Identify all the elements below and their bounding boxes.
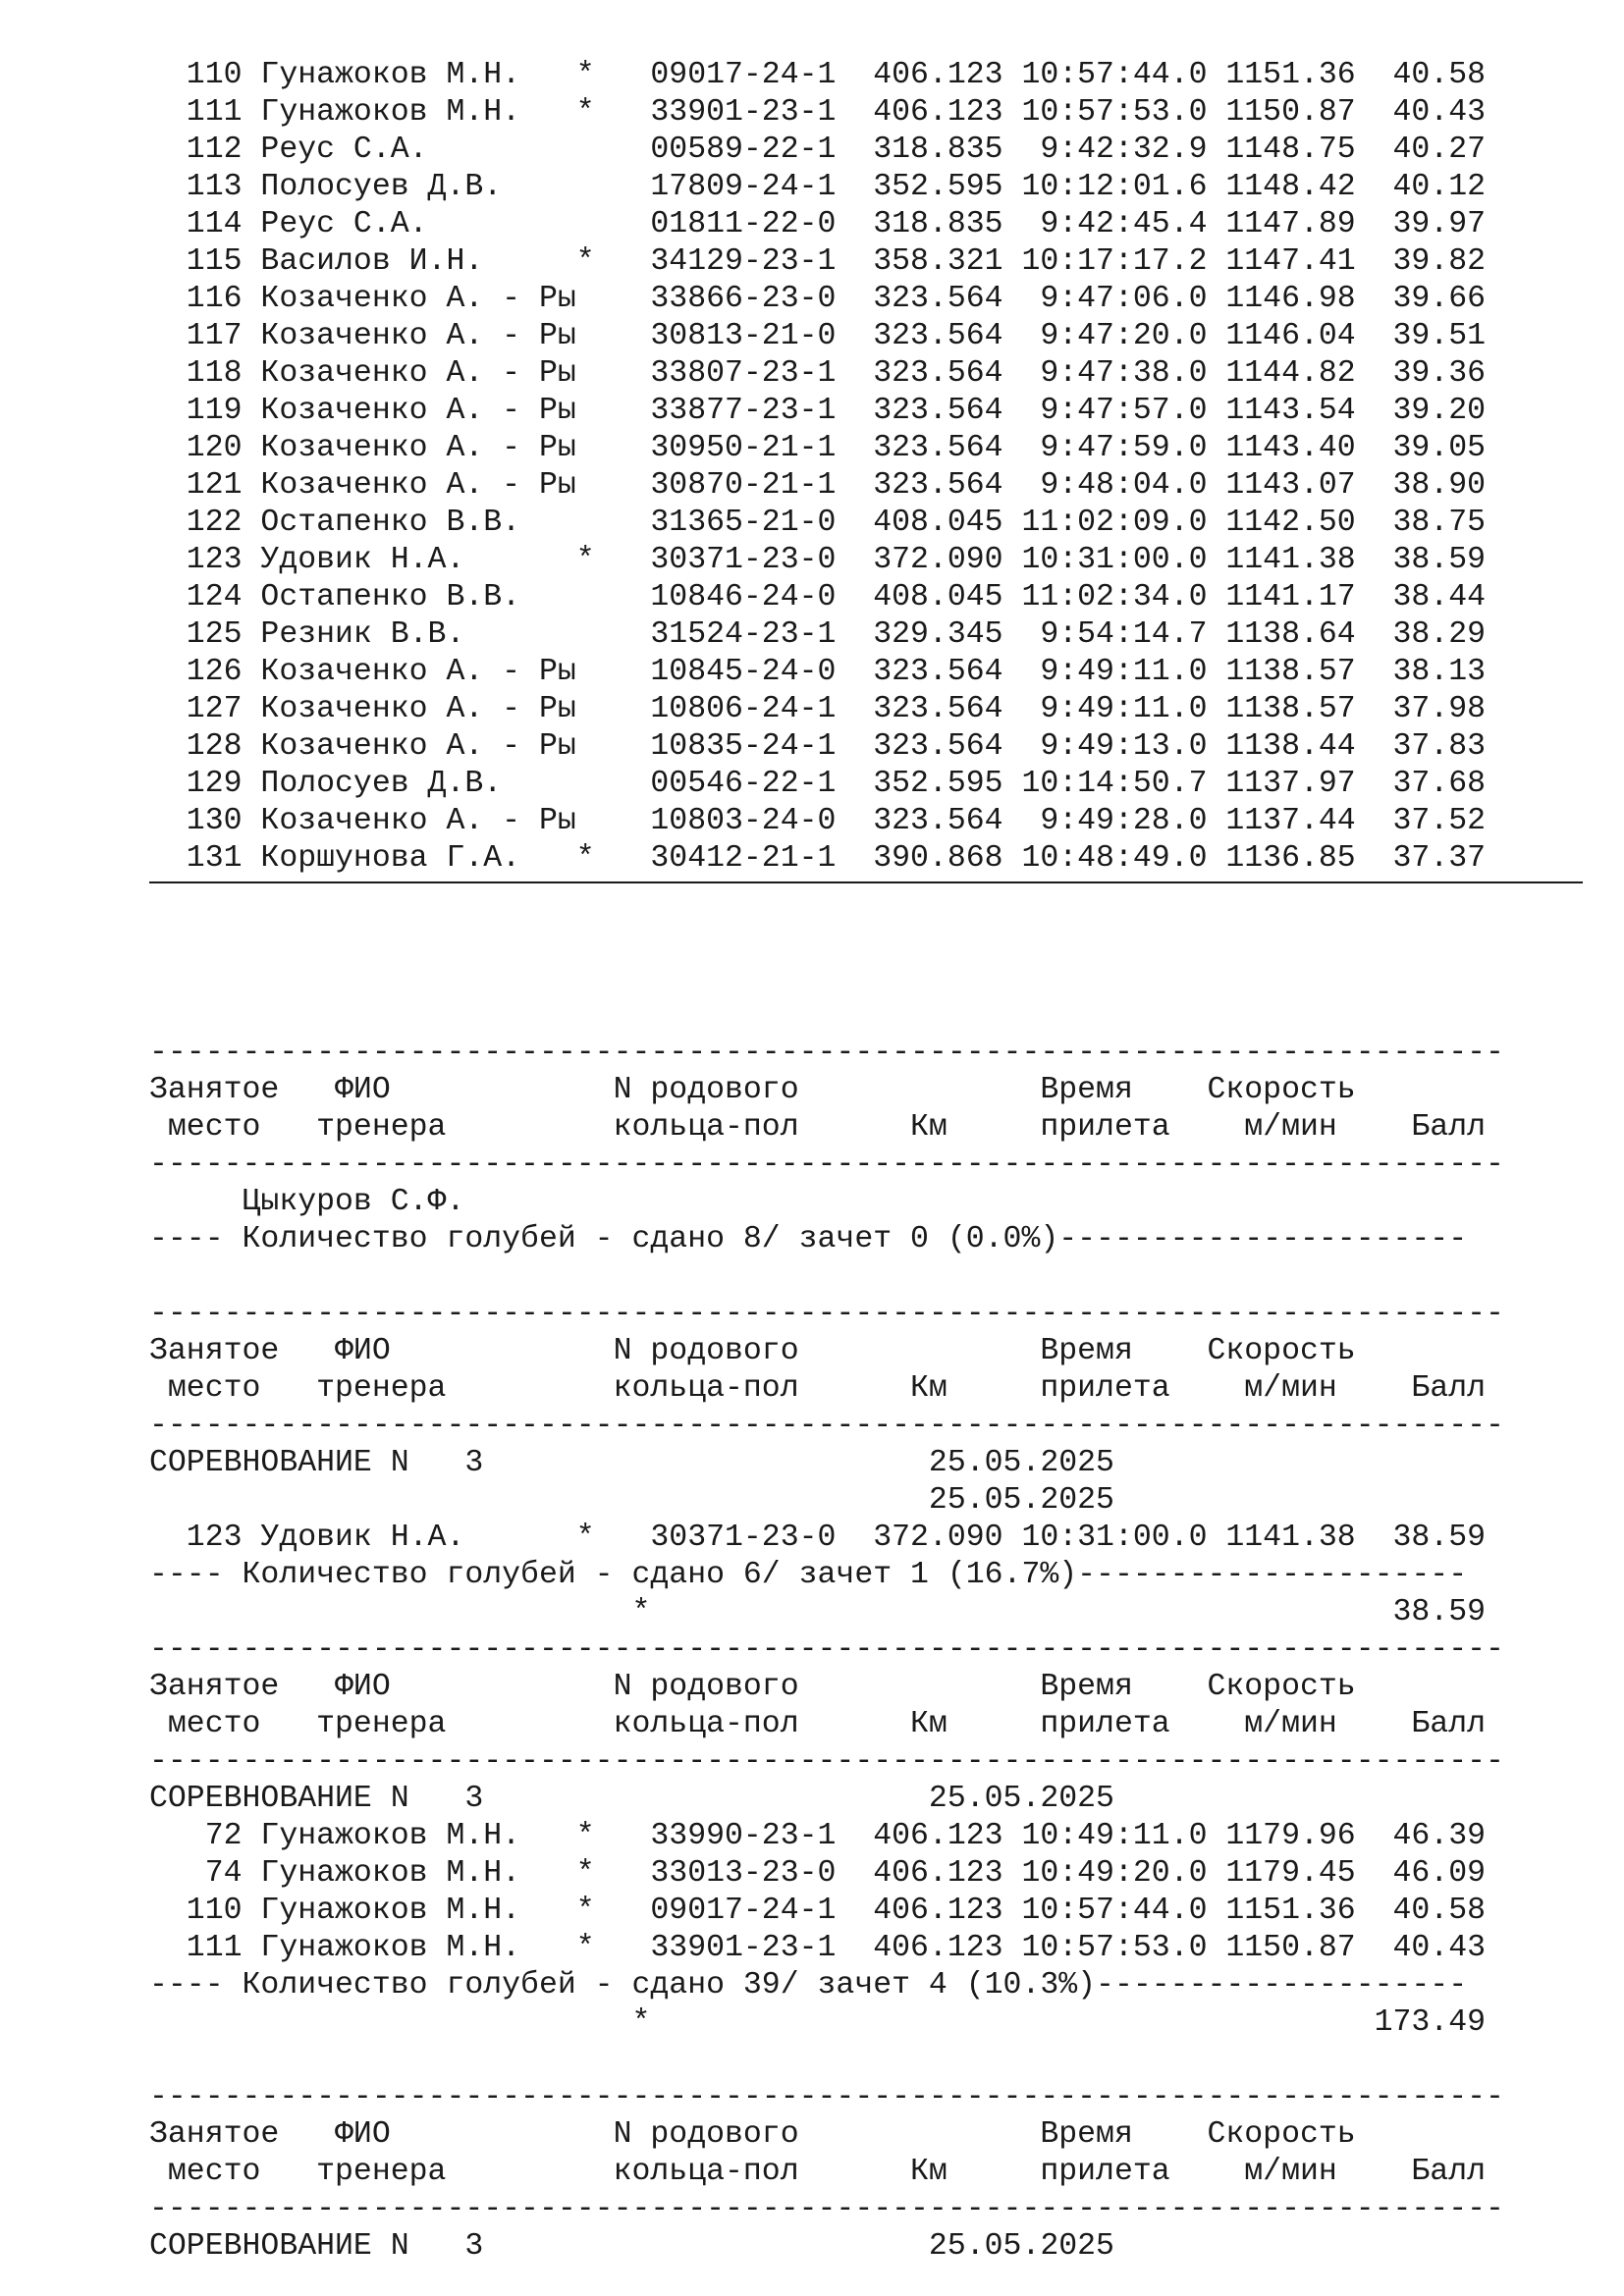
- points-total: * 173.49: [149, 2005, 1487, 2040]
- pigeon-count-summary: ---- Количество голубей - сдано 8/ зачет 0 (0.0%)----------------------: [149, 1222, 1468, 1256]
- table-row: 130 Козаченко А. - Ры 10803-24-0 323.564 9:49:28.0 1137.44 37.52: [149, 804, 1487, 838]
- table-row: 110 Гунажоков М.Н. * 09017-24-1 406.123 10:57:44.0 1151.36 40.58: [149, 58, 1487, 92]
- table-row: 114 Реус С.А. 01811-22-0 318.835 9:42:45.4 1147.89 39.97: [149, 207, 1487, 241]
- table-row: 111 Гунажоков М.Н. * 33901-23-1 406.123 10:57:53.0 1150.87 40.43: [149, 95, 1487, 130]
- table-row: 72 Гунажоков М.Н. * 33990-23-1 406.123 10:49:11.0 1179.96 46.39: [149, 1819, 1487, 1853]
- competition-title: СОРЕВНОВАНИЕ N 3 25.05.2025: [149, 1446, 1114, 1480]
- table-row: 129 Полосуев Д.В. 00546-22-1 352.595 10:14:50.7 1137.97 37.68: [149, 767, 1487, 801]
- table-row: 131 Коршунова Г.А. * 30412-21-1 390.868 10:48:49.0 1136.85 37.37: [149, 841, 1487, 876]
- table-row: 117 Козаченко А. - Ры 30813-21-0 323.564 9:47:20.0 1146.04 39.51: [149, 319, 1487, 353]
- dash-separator: -------------------------------------------------------------------------: [149, 1297, 1504, 1331]
- column-header-line-2: место тренера кольца-пол Км прилета м/мин Балл: [149, 1371, 1487, 1406]
- column-header-line-2: место тренера кольца-пол Км прилета м/мин Балл: [149, 2155, 1487, 2189]
- table-row: 128 Козаченко А. - Ры 10835-24-1 323.564 9:49:13.0 1138.44 37.83: [149, 729, 1487, 764]
- dash-separator: -------------------------------------------------------------------------: [149, 1036, 1504, 1070]
- column-header-line-2: место тренера кольца-пол Км прилета м/мин Балл: [149, 1707, 1487, 1741]
- competition-title: СОРЕВНОВАНИЕ N 3 25.05.2025: [149, 1782, 1114, 1816]
- trainer-name: Цыкуров С.Ф.: [149, 1185, 465, 1219]
- competition-title: СОРЕВНОВАНИЕ N 3 25.05.2025: [149, 2229, 1114, 2264]
- dash-separator: -------------------------------------------------------------------------: [149, 1409, 1504, 1443]
- table-row: 110 Гунажоков М.Н. * 09017-24-1 406.123 10:57:44.0 1151.36 40.58: [149, 1894, 1487, 1928]
- table-row: 125 Резник В.В. 31524-23-1 329.345 9:54:14.7 1138.64 38.29: [149, 617, 1487, 652]
- dash-separator: -------------------------------------------------------------------------: [149, 2192, 1504, 2226]
- table-row: 112 Реус С.А. 00589-22-1 318.835 9:42:32.9 1148.75 40.27: [149, 133, 1487, 167]
- table-row: 118 Козаченко А. - Ры 33807-23-1 323.564 9:47:38.0 1144.82 39.36: [149, 356, 1487, 391]
- column-header-line-1: Занятое ФИО N родового Время Скорость: [149, 1073, 1356, 1107]
- table-row: 123 Удовик Н.А. * 30371-23-0 372.090 10:31:00.0 1141.38 38.59: [149, 543, 1487, 577]
- table-row: 124 Остапенко В.В. 10846-24-0 408.045 11:02:34.0 1141.17 38.44: [149, 580, 1487, 614]
- points-total: * 38.59: [149, 1595, 1487, 1629]
- pigeon-count-summary: ---- Количество голубей - сдано 39/ зачет 4 (10.3%)--------------------: [149, 1968, 1468, 2002]
- dash-separator: -------------------------------------------------------------------------: [149, 1744, 1504, 1779]
- dash-separator: -------------------------------------------------------------------------: [149, 2080, 1504, 2114]
- column-header-line-1: Занятое ФИО N родового Время Скорость: [149, 1334, 1356, 1368]
- table-row: 123 Удовик Н.А. * 30371-23-0 372.090 10:31:00.0 1141.38 38.59: [149, 1521, 1487, 1555]
- table-row: 126 Козаченко А. - Ры 10845-24-0 323.564 9:49:11.0 1138.57 38.13: [149, 655, 1487, 689]
- dash-separator: -------------------------------------------------------------------------: [149, 1148, 1504, 1182]
- table-row: 119 Козаченко А. - Ры 33877-23-1 323.564 9:47:57.0 1143.54 39.20: [149, 394, 1487, 428]
- pigeon-count-summary: ---- Количество голубей - сдано 6/ зачет 1 (16.7%)---------------------: [149, 1558, 1468, 1592]
- table-row: 121 Козаченко А. - Ры 30870-21-1 323.564 9:48:04.0 1143.07 38.90: [149, 468, 1487, 503]
- table-row: 120 Козаченко А. - Ры 30950-21-1 323.564 9:47:59.0 1143.40 39.05: [149, 431, 1487, 465]
- table-row: 111 Гунажоков М.Н. * 33901-23-1 406.123 10:57:53.0 1150.87 40.43: [149, 1931, 1487, 1965]
- table-row: 127 Козаченко А. - Ры 10806-24-1 323.564 9:49:11.0 1138.57 37.98: [149, 692, 1487, 726]
- table-row: 74 Гунажоков М.Н. * 33013-23-0 406.123 10:49:20.0 1179.45 46.09: [149, 1856, 1487, 1891]
- competition-date: 25.05.2025: [149, 1483, 1114, 1518]
- column-header-line-2: место тренера кольца-пол Км прилета м/мин Балл: [149, 1110, 1487, 1145]
- column-header-line-1: Занятое ФИО N родового Время Скорость: [149, 1670, 1356, 1704]
- dash-separator: -------------------------------------------------------------------------: [149, 1632, 1504, 1667]
- column-header-line-1: Занятое ФИО N родового Время Скорость: [149, 2117, 1356, 2152]
- table-row: 122 Остапенко В.В. 31365-21-0 408.045 11:02:09.0 1142.50 38.75: [149, 506, 1487, 540]
- table-row: 116 Козаченко А. - Ры 33866-23-0 323.564 9:47:06.0 1146.98 39.66: [149, 282, 1487, 316]
- table-row: 115 Василов И.Н. * 34129-23-1 358.321 10:17:17.2 1147.41 39.82: [149, 244, 1487, 279]
- table-bottom-rule: [149, 881, 1583, 883]
- table-row: 113 Полосуев Д.В. 17809-24-1 352.595 10:12:01.6 1148.42 40.12: [149, 170, 1487, 204]
